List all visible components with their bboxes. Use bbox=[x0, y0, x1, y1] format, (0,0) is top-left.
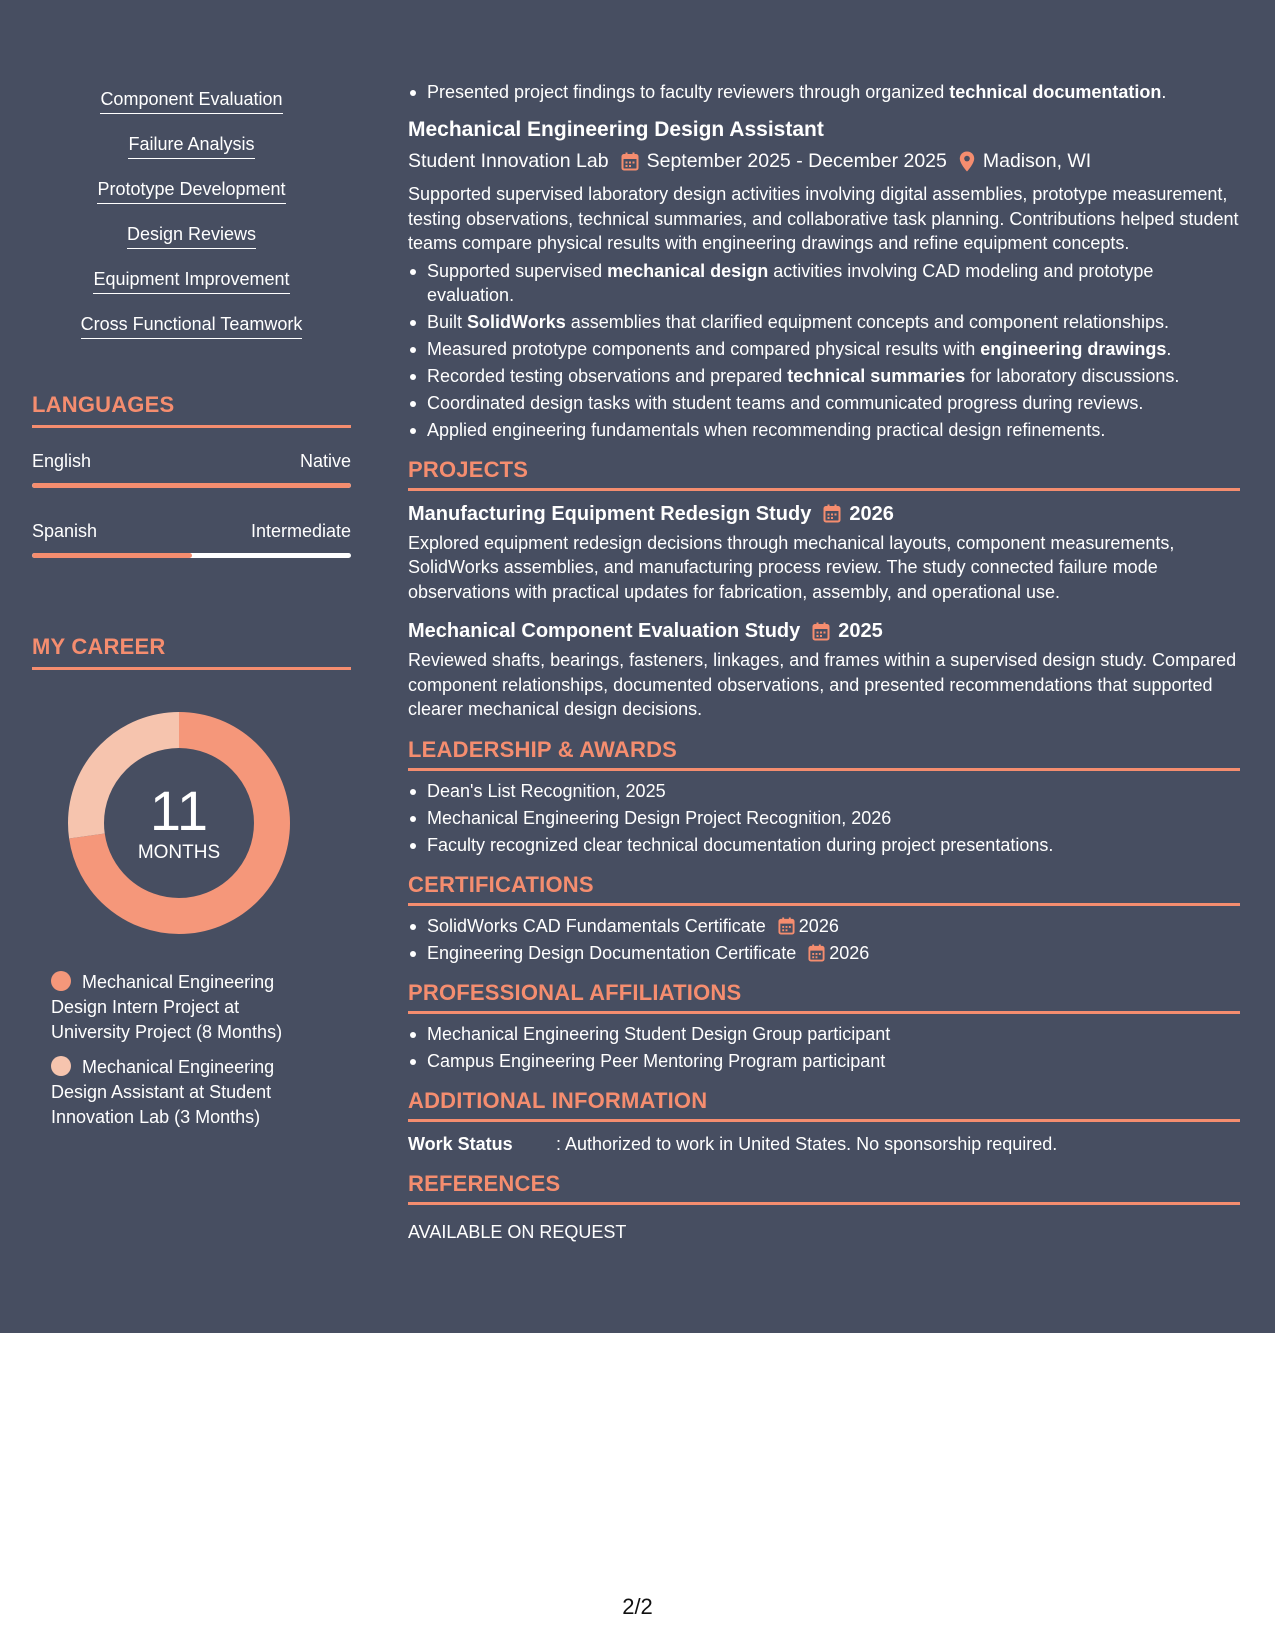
calendar-icon bbox=[778, 917, 795, 935]
calendar-icon bbox=[808, 944, 825, 962]
bullet-item bbox=[408, 914, 1240, 938]
bullet-item: Supported supervised mechanical design activities involving CAD modeling and prototype evaluation. bbox=[408, 259, 1240, 307]
language-name: Spanish bbox=[32, 521, 98, 541]
calendar-icon bbox=[621, 152, 639, 171]
job-dates: September 2025 - December 2025 bbox=[646, 150, 947, 172]
bullet-item: Coordinated design tasks with student teams and communicated progress during reviews. bbox=[408, 391, 1240, 415]
project-description: Explored equipment redesign decisions through mechanical layouts, component measurements, SolidWorks assemblies, and manufacturing process review. The study connected failure mode observations with practical updates for fabrication, assembly, and operational use. bbox=[408, 532, 1175, 602]
bullet-item: Presented project findings to faculty reviewers through organized technical documentation. bbox=[408, 80, 1240, 104]
language-level: Native bbox=[299, 451, 351, 471]
bullet-item: Built SolidWorks assemblies that clarified equipment concepts and component relationships. bbox=[408, 310, 1240, 334]
bullet-item: Applied engineering fundamentals when recommending practical design refinements. bbox=[408, 418, 1240, 442]
bullet-item: Mechanical Engineering Design Project Recognition, 2026 bbox=[408, 806, 1240, 830]
career-unit: MONTHS bbox=[137, 842, 221, 863]
certification-year: 2026 bbox=[798, 915, 839, 936]
job-title: Mechanical Engineering Design Assistant bbox=[408, 118, 824, 141]
legend-item bbox=[51, 1055, 311, 1130]
job-description: Supported supervised laboratory design activities involving digital assemblies, prototype measurement, testing observations, technical summaries, and collaborative task planning. Contributions helped student teams compare physical results with engineering drawings and refine equipment concepts. bbox=[408, 184, 1239, 253]
language-spanish bbox=[32, 520, 351, 558]
project-title-row bbox=[408, 501, 1240, 527]
certification-name: SolidWorks CAD Fundamentals Certificate bbox=[427, 915, 766, 936]
skill-item: Equipment Improvement bbox=[93, 268, 289, 294]
bullet-item: Mechanical Engineering Student Design Group participant bbox=[408, 1022, 1240, 1046]
language-level: Intermediate bbox=[250, 521, 351, 541]
page-number: 2/2 bbox=[622, 1594, 653, 1619]
project-title: Manufacturing Equipment Redesign Study bbox=[408, 502, 812, 525]
legend-label: Mechanical Engineering Design Assistant at Student Innovation Lab (3 Months) bbox=[51, 1057, 275, 1127]
project-description: Reviewed shafts, bearings, fasteners, linkages, and frames within a supervised design study. Compared component relationships, documented observations, and presented recommendations that supported clearer mechanical design decisions. bbox=[408, 650, 1237, 719]
leadership-heading: LEADERSHIP & AWARDS bbox=[408, 737, 1240, 771]
certification-year: 2026 bbox=[829, 942, 870, 963]
bullet-item: Measured prototype components and compared physical results with engineering drawings. bbox=[408, 337, 1240, 361]
career-heading: MY CAREER bbox=[32, 634, 351, 670]
skill-item: Failure Analysis bbox=[128, 133, 254, 159]
skill-item: Component Evaluation bbox=[100, 88, 282, 114]
project-year: 2026 bbox=[849, 502, 894, 525]
main-content bbox=[408, 80, 1240, 1244]
skill-item: Design Reviews bbox=[127, 223, 256, 249]
project-title: Mechanical Component Evaluation Study bbox=[408, 620, 801, 642]
legend-dot-icon bbox=[51, 1056, 71, 1076]
affiliations-heading: PROFESSIONAL AFFILIATIONS bbox=[408, 980, 1240, 1014]
job-bullets bbox=[408, 259, 1240, 442]
legend-item bbox=[51, 970, 311, 1045]
map-pin-icon bbox=[959, 151, 975, 172]
additional-heading: ADDITIONAL INFORMATION bbox=[408, 1088, 1240, 1122]
calendar-icon bbox=[812, 622, 830, 641]
project-year: 2025 bbox=[838, 620, 883, 642]
projects-heading: PROJECTS bbox=[408, 457, 1240, 491]
bullet-item: Campus Engineering Peer Mentoring Program participant bbox=[408, 1049, 1240, 1073]
language-bar-fill bbox=[32, 553, 192, 558]
skill-item: Cross Functional Teamwork bbox=[81, 313, 303, 339]
calendar-icon bbox=[823, 504, 841, 523]
skills-list bbox=[32, 88, 351, 358]
work-status-row bbox=[408, 1132, 1240, 1156]
language-bar bbox=[32, 553, 351, 558]
languages-heading: LANGUAGES bbox=[32, 392, 351, 428]
work-status-label: Work Status bbox=[408, 1133, 513, 1154]
bullet-item: Faculty recognized clear technical documentation during project presentations. bbox=[408, 833, 1240, 857]
sidebar bbox=[0, 0, 383, 1333]
career-donut-chart bbox=[66, 710, 292, 936]
project-title-row bbox=[408, 618, 1240, 644]
language-bar-fill bbox=[32, 483, 351, 488]
language-name: English bbox=[32, 451, 92, 471]
affiliations-list bbox=[408, 1022, 1240, 1073]
certification-name: Engineering Design Documentation Certificate bbox=[427, 942, 797, 963]
job-location: Madison, WI bbox=[982, 150, 1092, 172]
references-heading: REFERENCES bbox=[408, 1171, 1240, 1205]
leadership-list bbox=[408, 779, 1240, 857]
previous-job-bullets bbox=[408, 80, 1240, 104]
language-english bbox=[32, 450, 351, 488]
bullet-item: Dean's List Recognition, 2025 bbox=[408, 779, 1240, 803]
certifications-heading: CERTIFICATIONS bbox=[408, 872, 1240, 906]
certifications-list bbox=[408, 914, 1240, 965]
job-meta bbox=[408, 148, 1240, 174]
language-bar bbox=[32, 483, 351, 488]
job-company: Student Innovation Lab bbox=[408, 150, 609, 172]
work-status-value: : Authorized to work in United States. No sponsorship required. bbox=[556, 1133, 1058, 1154]
legend-label: Mechanical Engineering Design Intern Project at University Project (8 Months) bbox=[51, 972, 283, 1042]
bullet-item: Recorded testing observations and prepared technical summaries for laboratory discussions. bbox=[408, 364, 1240, 388]
career-total: 11 bbox=[149, 779, 209, 842]
bullet-item bbox=[408, 941, 1240, 965]
career-legend bbox=[51, 970, 311, 1140]
references-text: AVAILABLE ON REQUEST bbox=[408, 1221, 627, 1242]
legend-dot-icon bbox=[51, 971, 71, 991]
skill-item: Prototype Development bbox=[97, 178, 285, 204]
